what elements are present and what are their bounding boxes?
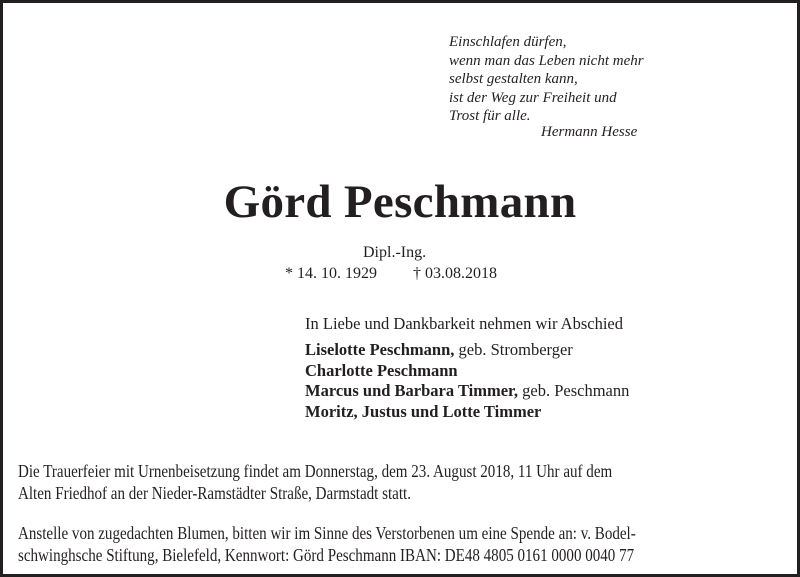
quote-author: Hermann Hesse [541, 124, 638, 140]
mourners-list [305, 340, 629, 422]
deceased-name: Görd Peschmann [223, 176, 577, 228]
hesse-quote [449, 33, 644, 126]
mourner-entry [305, 402, 629, 423]
mourners-intro: In Liebe und Dankbarkeit nehmen wir Abschied [305, 314, 623, 333]
donation-line: schwinghsche Stiftung, Bielefeld, Kennwort: Görd Peschmann IBAN: DE48 4805 0161 0000 0040 77 [18, 545, 635, 565]
mourner-entry [305, 381, 629, 402]
donation-line: Anstelle von zugedachten Blumen, bitten wir im Sinne des Verstorbenen um eine Spende an: v. Bodel- [18, 523, 636, 543]
funeral-line: Die Trauerfeier mit Urnenbeisetzung findet am Donnerstag, dem 23. August 2018, 11 Uhr auf dem [18, 461, 613, 481]
mourner-name: Marcus und Barbara Timmer, [305, 381, 518, 400]
mourner-entry [305, 340, 629, 361]
quote-line: Einschlafen dürfen, [449, 34, 567, 50]
mourner-name: Moritz, Justus und Lotte Timmer [305, 401, 542, 421]
mourner-note: geb. Stromberger [454, 340, 573, 359]
mourner-note: geb. Peschmann [518, 381, 630, 400]
mourner-entry [305, 361, 629, 382]
mourner-name: Liselotte Peschmann, [305, 340, 455, 359]
quote-line: wenn man das Leben nicht mehr [449, 52, 644, 69]
funeral-line: Alten Friedhof an der Nieder-Ramstädter Straße, Darmstadt statt. [18, 483, 411, 503]
deceased-title: Dipl.-Ing. [363, 244, 427, 261]
life-dates [285, 265, 497, 283]
quote-line: selbst gestalten kann, [449, 71, 578, 87]
quote-line: ist der Weg zur Freiheit und [449, 89, 617, 106]
death-date: † 03.08.2018 [413, 265, 497, 282]
funeral-info [18, 460, 612, 504]
quote-line: Trost für alle. [449, 108, 531, 124]
mourner-name: Charlotte Peschmann [305, 360, 458, 380]
donation-info [18, 522, 636, 566]
birth-date: * 14. 10. 1929 [285, 265, 377, 282]
obituary-notice [3, 3, 797, 574]
